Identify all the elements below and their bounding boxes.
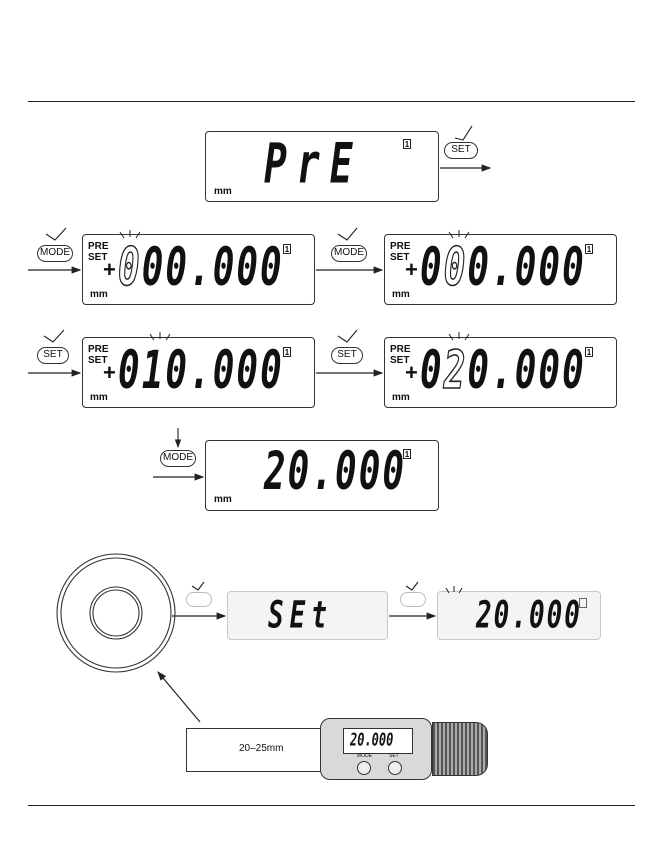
- gauge-button-set-label: SET: [389, 753, 399, 759]
- lcd-text-set: SEt: [268, 594, 333, 638]
- unit-label: mm: [392, 392, 410, 403]
- set-label: SET: [390, 355, 410, 366]
- gauge-button-mode-label: MODE: [357, 753, 372, 759]
- lcd-digit-first: 0: [420, 341, 444, 402]
- lcd-text-calibrated: 20.000: [476, 594, 582, 638]
- unit-label: mm: [90, 289, 108, 300]
- unit-label: mm: [392, 289, 410, 300]
- lcd-text-pre: PrE: [264, 131, 363, 196]
- blinking-digit: 2: [443, 341, 468, 402]
- unit-label: mm: [214, 186, 232, 197]
- gauge-size-label: 20–25mm: [239, 743, 284, 754]
- sign-indicator: +: [405, 257, 418, 282]
- unit-label: mm: [214, 494, 232, 505]
- sign-indicator: +: [405, 360, 418, 385]
- lcd-text-result: 20.000: [264, 442, 407, 503]
- gauge-screen-text: 20.000: [350, 729, 394, 750]
- set-button[interactable]: SET: [37, 347, 69, 364]
- channel-indicator: 1: [586, 348, 592, 357]
- sign-indicator: +: [103, 360, 116, 385]
- lcd-digits-rest: 0.000: [165, 341, 284, 402]
- unit-label: mm: [90, 392, 108, 403]
- mode-button[interactable]: MODE: [331, 245, 367, 262]
- set-button[interactable]: SET: [331, 347, 363, 364]
- ring-gauge-icon: [57, 554, 175, 672]
- channel-indicator: 1: [586, 245, 592, 254]
- mode-button[interactable]: MODE: [37, 245, 73, 262]
- blinking-digit: 1: [141, 341, 166, 402]
- pre-label: PRE: [390, 241, 411, 252]
- lcd-digit-first: 0: [118, 341, 142, 402]
- set-label: SET: [390, 252, 410, 263]
- lcd-digits-rest: 0.000: [467, 341, 586, 402]
- lcd-digits-rest: 0.000: [467, 238, 586, 299]
- blinking-digit: 0: [118, 238, 142, 299]
- mode-button[interactable]: MODE: [160, 450, 196, 467]
- channel-indicator: 1: [284, 245, 290, 254]
- set-label: SET: [88, 355, 108, 366]
- channel-indicator: 1: [404, 140, 410, 149]
- pre-label: PRE: [88, 241, 109, 252]
- lcd-digits-rest: 00.000: [141, 238, 284, 299]
- channel-indicator: 1: [284, 348, 290, 357]
- finger-press-icon: [44, 126, 472, 590]
- lcd-digit-first: 0: [420, 238, 444, 299]
- pre-label: PRE: [390, 344, 411, 355]
- arrow-pointer-icon: [158, 672, 200, 722]
- channel-indicator: 1: [404, 450, 410, 459]
- set-label: SET: [88, 252, 108, 263]
- blink-rays-icon: [120, 230, 469, 593]
- set-button[interactable]: SET: [444, 142, 478, 159]
- pre-label: PRE: [88, 344, 109, 355]
- sign-indicator: +: [103, 257, 116, 282]
- blinking-digit: 0: [443, 238, 468, 299]
